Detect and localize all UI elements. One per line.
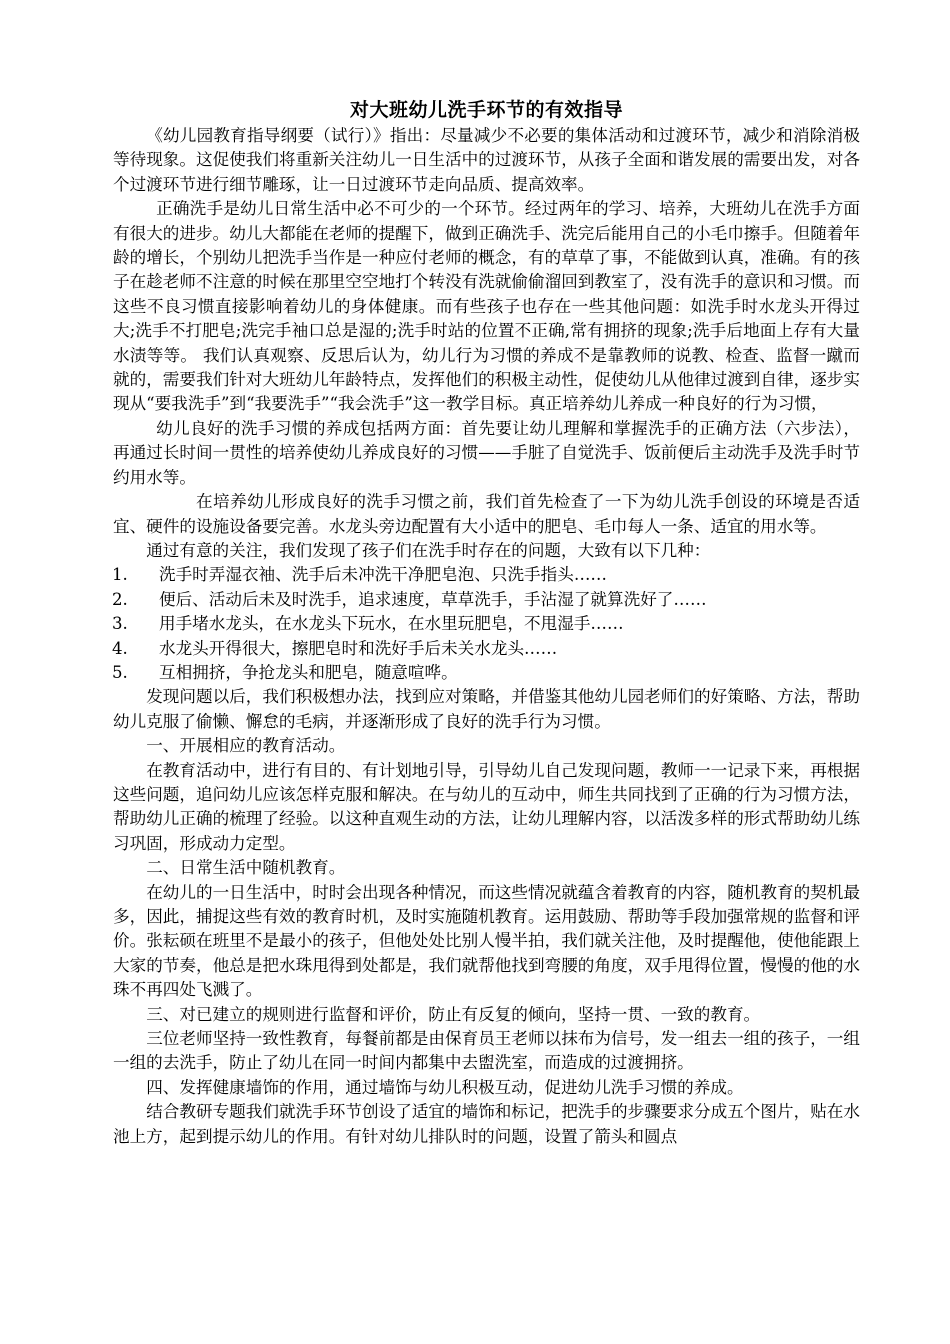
paragraph-strategies: 发现问题以后，我们积极想办法，找到应对策略，并借鉴其他幼儿园老师们的好策略、方法，帮助幼儿克服了偷懒、懈怠的毛病，并逐渐形成了良好的洗手行为习惯。 <box>113 687 860 731</box>
list-item <box>112 563 860 587</box>
paragraph-environment-check: 在培养幼儿形成良好的洗手习惯之前，我们首先检查了一下为幼儿洗手创设的环境是否适宜、硬件的设施设备要完善。水龙头旁边配置有大小适中的肥皂、毛巾每人一条、适宜的用水等。 <box>113 492 860 536</box>
list-item-number: 5. <box>112 662 128 682</box>
paragraph-section-4: 结合教研专题我们就洗手环节创设了适宜的墙饰和标记，把洗手的步骤要求分成五个图片，贴在水池上方，起到提示幼儿的作用。有针对幼儿排队时的问题，设置了箭头和圆点 <box>113 1102 860 1146</box>
section-heading-1: 一、开展相应的教育活动。 <box>146 736 346 756</box>
section-heading-2: 二、日常生活中随机教育。 <box>146 858 346 878</box>
list-item-number: 1. <box>112 565 128 585</box>
document-title: 对大班幼儿洗手环节的有效指导 <box>349 99 623 121</box>
paragraph-habit-aspects: 幼儿良好的洗手习惯的养成包括两方面：首先要让幼儿理解和掌握洗手的正确方法（六步法），再通过长时间一贯性的培养使幼儿养成良好的习惯——手脏了自觉洗手、饭前便后主动洗手及洗手时节约用水等。 <box>113 418 860 487</box>
list-item-number: 3. <box>112 614 128 634</box>
paragraph-section-1: 在教育活动中，进行有目的、有计划地引导，引导幼儿自己发现问题，教师一一记录下来，再根据这些问题，追问幼儿应该怎样克服和解决。在与幼儿的互动中，师生共同找到了正确的行为习惯方法，帮助幼儿正确的梳理了经验。以这种直观生动的方法，让幼儿理解内容，以活泼多样的形式帮助幼儿练习巩固，形成动力定型。 <box>113 760 860 853</box>
paragraph-handwashing-intro: 正确洗手是幼儿日常生活中必不可少的一个环节。经过两年的学习、培养，大班幼儿在洗手方面有很大的进步。幼儿大都能在老师的提醒下，做到正确洗手、洗完后能用自己的小毛巾擦手。但随着年龄的增长，个别幼儿把洗手当作是一种应付老师的概念，有的草草了事，不能做到认真，准确。有的孩子在趁老师不注意的时候在那里空空地打个转没有洗就偷偷溜回到教室了，没有洗手的意识和习惯。而这些不良习惯直接影响着幼儿的身体健康。而有些孩子也存在一些其他问题：如洗手时水龙头开得过大;洗手不打肥皂;洗完手袖口总是湿的;洗手时站的位置不正确,常有拥挤的现象;洗手后地面上存有大量水渍等等。 我们认真观察、反思后认为，幼儿行为习惯的养成不是靠教师的说教、检查、监督一蹴而就的，需要我们针对大班幼儿年龄特点，发挥他们的积极主动性，促使幼儿从他律过渡到自律，逐步实现从“要我洗手”到“我要洗手”“我会洗手”这一教学目标。真正培养幼儿养成一种良好的行为习惯， <box>113 199 860 414</box>
list-item <box>112 637 860 661</box>
paragraph-section-3: 三位老师坚持一致性教育，每餐前都是由保育员王老师以抹布为信号，发一组去一组的孩子，一组一组的去洗手，防止了幼儿在同一时间内都集中去盥洗室，而造成的过渡拥挤。 <box>113 1029 860 1073</box>
section-heading-3: 三、对已建立的规则进行监督和评价，防止有反复的倾向，坚持一贯、一致的教育。 <box>146 1004 761 1024</box>
list-item <box>112 612 860 636</box>
list-item-number: 4. <box>112 638 128 658</box>
list-item-number: 2. <box>112 589 128 609</box>
paragraph-section-2: 在幼儿的一日生活中，时时会出现各种情况，而这些情况就蕴含着教育的内容，随机教育的契机最多，因此，捕捉这些有效的教育时机，及时实施随机教育。运用鼓励、帮助等手段加强常规的监督和评价。张耘硕在班里不是最小的孩子，但他处处比别人慢半拍，我们就关注他，及时提醒他，使他能跟上大家的节奏，他总是把水珠甩得到处都是，我们就帮他找到弯腰的角度，双手甩得位置，慢慢的他的水珠不再四处飞溅了。 <box>113 882 860 1000</box>
list-item <box>112 661 860 685</box>
paragraph-guideline: 《幼儿园教育指导纲要（试行）》指出：尽量减少不必要的集体活动和过渡环节，减少和消除消极等待现象。这促使我们将重新关注幼儿一日生活中的过渡环节，从孩子全面和谐发展的需要出发，对各个过渡环节进行细节雕琢，让一日过渡环节走向品质、提高效率。 <box>113 126 860 194</box>
paragraph-problems-intro: 通过有意的关注，我们发现了孩子们在洗手时存在的问题，大致有以下几种： <box>146 540 711 560</box>
list-item-text: 互相拥挤，争抢龙头和肥皂，随意喧哗。 <box>159 662 458 682</box>
problems-list <box>113 563 860 685</box>
list-item-text: 水龙头开得很大，擦肥皂时和洗好手后未关水龙头…… <box>159 638 558 658</box>
list-item-text: 便后、活动后未及时洗手，追求速度，草草洗手，手沾湿了就算洗好了…… <box>159 589 707 609</box>
section-heading-4: 四、发挥健康墙饰的作用，通过墙饰与幼儿积极互动，促进幼儿洗手习惯的养成。 <box>146 1077 744 1097</box>
list-item-text: 用手堵水龙头，在水龙头下玩水，在水里玩肥皂，不甩湿手…… <box>159 614 624 634</box>
list-item <box>112 588 860 612</box>
document-page <box>113 96 860 1149</box>
list-item-text: 洗手时弄湿衣袖、洗手后未冲洗干净肥皂泡、只洗手指头…… <box>159 565 608 585</box>
